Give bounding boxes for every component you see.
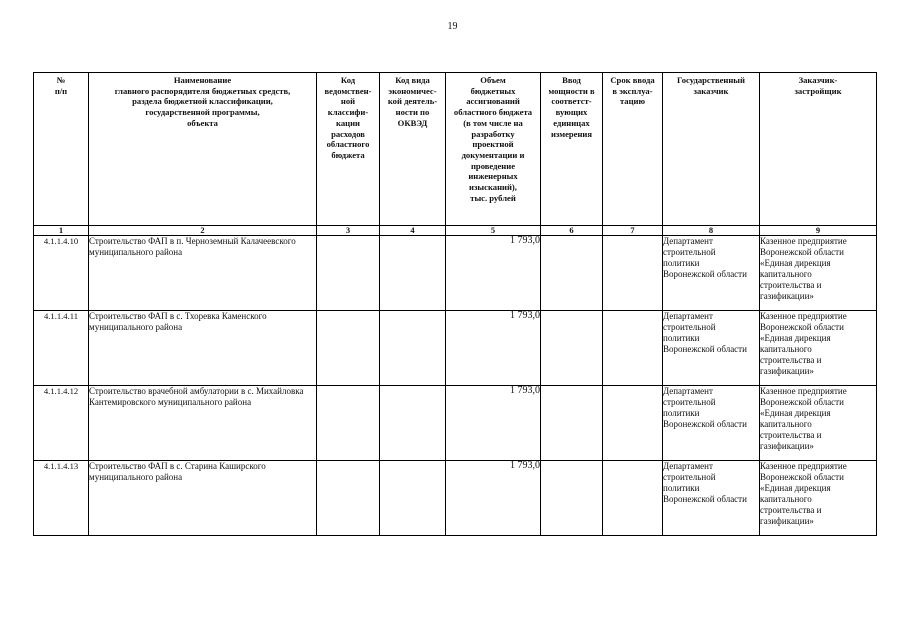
table-body: [34, 226, 877, 536]
dept-code: [317, 386, 380, 461]
column-number: 4: [380, 226, 446, 236]
state-customer: Департамент строительной политики Воронежской области: [663, 311, 760, 386]
row-number: 4.1.1.4.12: [34, 386, 89, 461]
budget-volume: 1 793,0: [446, 386, 541, 461]
okved-code: [380, 311, 446, 386]
commission-term: [603, 386, 663, 461]
object-name: Строительство ФАП в с. Старина Каширского муниципального района: [89, 461, 317, 536]
commission-term: [603, 311, 663, 386]
budget-volume: 1 793,0: [446, 236, 541, 311]
capacity: [541, 311, 603, 386]
state-customer: Департамент строительной политики Воронежской области: [663, 386, 760, 461]
header-dept-code: Код ведомствен- ной классифи- кации расходов областного бюджета: [317, 73, 380, 226]
table-row: [34, 461, 877, 536]
budget-volume: 1 793,0: [446, 311, 541, 386]
capacity: [541, 386, 603, 461]
state-customer: Департамент строительной политики Воронежской области: [663, 461, 760, 536]
table-header: [34, 73, 877, 226]
okved-code: [380, 461, 446, 536]
object-name: Строительство врачебной амбулатории в с. Михайловка Кантемировского муниципального района: [89, 386, 317, 461]
dept-code: [317, 311, 380, 386]
dept-code: [317, 236, 380, 311]
table-row: [34, 386, 877, 461]
commission-term: [603, 236, 663, 311]
budget-volume: 1 793,0: [446, 461, 541, 536]
header-number: № п/п: [34, 73, 89, 226]
column-number: 6: [541, 226, 603, 236]
column-number: 1: [34, 226, 89, 236]
header-okved-code: Код вида экономичес- кой деятель- ности по ОКВЭД: [380, 73, 446, 226]
developer-customer: Казенное предприятие Воронежской области «Единая дирекция капитального строительства и газификации»: [760, 386, 877, 461]
column-number: 3: [317, 226, 380, 236]
capacity: [541, 236, 603, 311]
column-number: 5: [446, 226, 541, 236]
table-row: [34, 311, 877, 386]
commission-term: [603, 461, 663, 536]
column-number: 7: [603, 226, 663, 236]
budget-table: [33, 72, 877, 536]
header-volume: Объем бюджетных ассигнований областного бюджета (в том числе на разработку проектной документации и проведение инженерных изысканий), тыс. рублей: [446, 73, 541, 226]
state-customer: Департамент строительной политики Воронежской области: [663, 236, 760, 311]
developer-customer: Казенное предприятие Воронежской области «Единая дирекция капитального строительства и газификации»: [760, 311, 877, 386]
header-term: Срок ввода в эксплуа- тацию: [603, 73, 663, 226]
okved-code: [380, 236, 446, 311]
page-number: 19: [447, 21, 458, 32]
capacity: [541, 461, 603, 536]
header-capacity: Ввод мощности в соответст- вующих единицах измерения: [541, 73, 603, 226]
developer-customer: Казенное предприятие Воронежской области «Единая дирекция капитального строительства и газификации»: [760, 461, 877, 536]
table-row: [34, 236, 877, 311]
row-number: 4.1.1.4.10: [34, 236, 89, 311]
row-number: 4.1.1.4.13: [34, 461, 89, 536]
column-number-row: [34, 226, 877, 236]
object-name: Строительство ФАП в п. Черноземный Калачеевского муниципального района: [89, 236, 317, 311]
header-name: Наименование главного распорядителя бюджетных средств, раздела бюджетной классификации, государственной программы, объекта: [89, 73, 317, 226]
column-number: 9: [760, 226, 877, 236]
dept-code: [317, 461, 380, 536]
header-customer: Государственный заказчик: [663, 73, 760, 226]
header-row: [34, 73, 877, 226]
object-name: Строительство ФАП в с. Тхоревка Каменского муниципального района: [89, 311, 317, 386]
column-number: 8: [663, 226, 760, 236]
column-number: 2: [89, 226, 317, 236]
header-developer: Заказчик- застройщик: [760, 73, 877, 226]
row-number: 4.1.1.4.11: [34, 311, 89, 386]
okved-code: [380, 386, 446, 461]
developer-customer: Казенное предприятие Воронежской области «Единая дирекция капитального строительства и газификации»: [760, 236, 877, 311]
